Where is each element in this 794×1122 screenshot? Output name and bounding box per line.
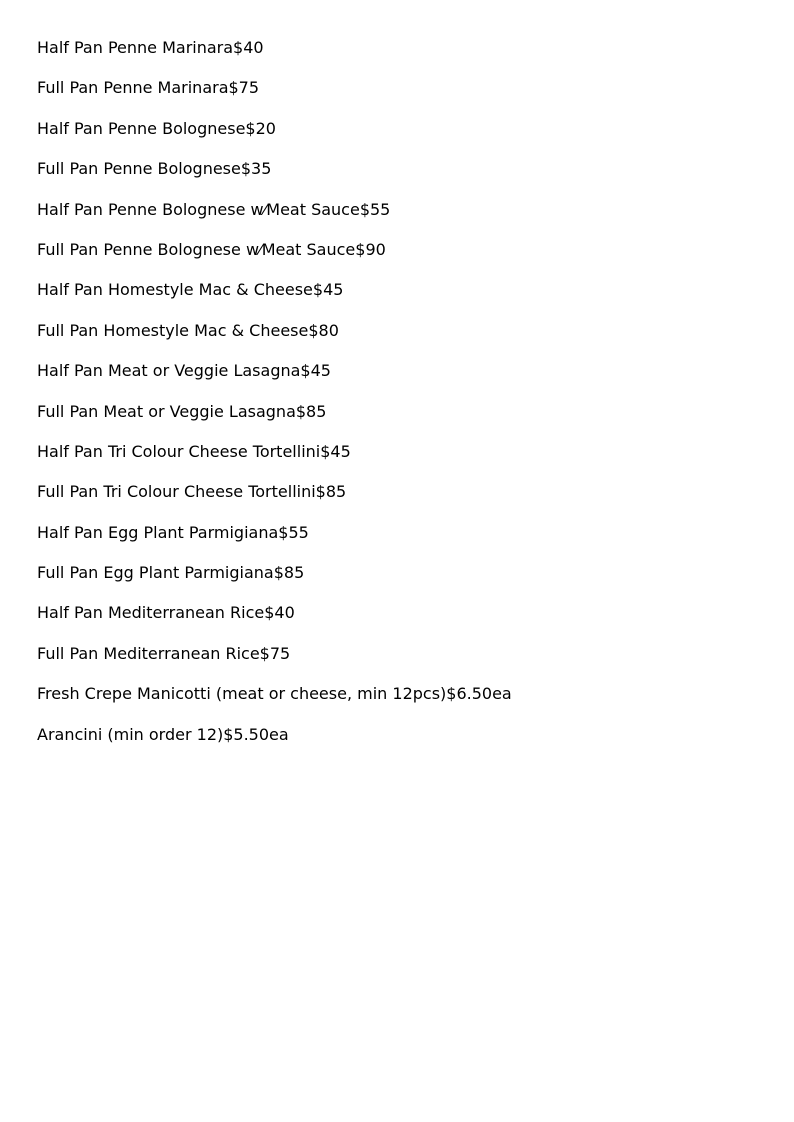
menu-item: Half Pan Penne Bolognese w⁄Meat Sauce$55 <box>37 199 391 219</box>
menu-list <box>37 37 512 764</box>
menu-item: Full Pan Penne Bolognese$35 <box>37 159 272 179</box>
menu-item: Full Pan Tri Colour Cheese Tortellini$85 <box>37 482 347 502</box>
menu-item: Full Pan Meat or Veggie Lasagna$85 <box>37 401 327 421</box>
menu-item: Half Pan Tri Colour Cheese Tortellini$45 <box>37 441 351 461</box>
menu-item: Half Pan Penne Bolognese$20 <box>37 118 276 138</box>
menu-item: Half Pan Mediterranean Rice$40 <box>37 603 295 623</box>
menu-item: Full Pan Penne Bolognese w⁄Meat Sauce$90 <box>37 239 386 259</box>
menu-item: Full Pan Egg Plant Parmigiana$85 <box>37 563 305 583</box>
menu-item: Half Pan Meat or Veggie Lasagna$45 <box>37 361 331 381</box>
menu-item: Arancini (min order 12)$5.50ea <box>37 724 289 744</box>
menu-item: Half Pan Homestyle Mac & Cheese$45 <box>37 280 344 300</box>
menu-item: Full Pan Homestyle Mac & Cheese$80 <box>37 320 339 340</box>
menu-item: Fresh Crepe Manicotti (meat or cheese, min 12pcs)$6.50ea <box>37 684 512 704</box>
menu-item: Half Pan Egg Plant Parmigiana$55 <box>37 522 309 542</box>
menu-item: Full Pan Mediterranean Rice$75 <box>37 643 291 663</box>
menu-item: Half Pan Penne Marinara$40 <box>37 38 264 57</box>
menu-item: Full Pan Penne Marinara$75 <box>37 78 260 98</box>
